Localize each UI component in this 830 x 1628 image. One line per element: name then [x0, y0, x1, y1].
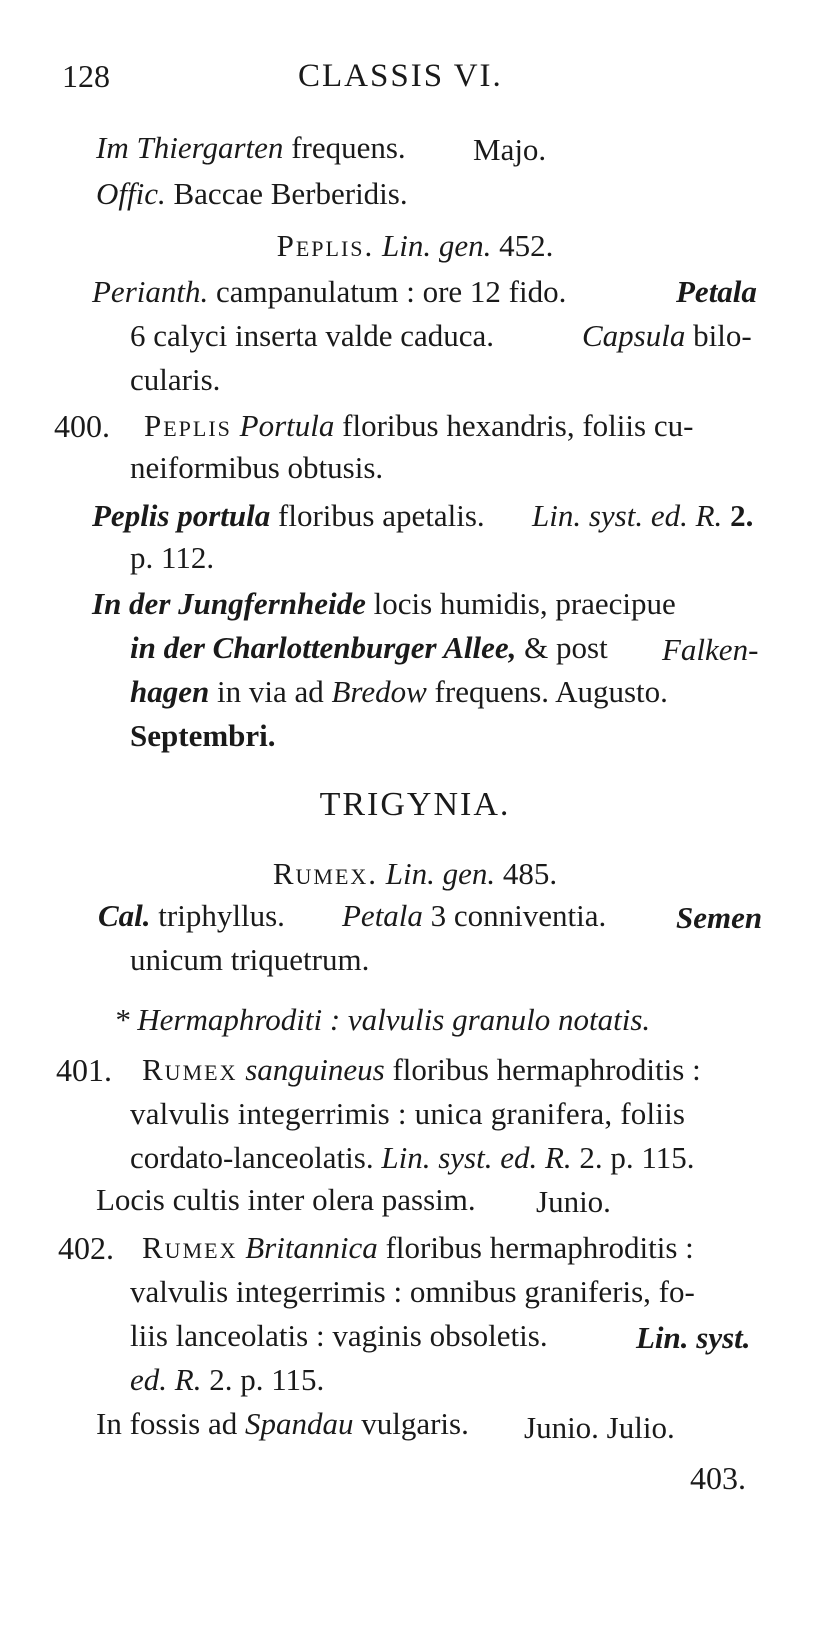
species-number: 402.	[58, 1230, 114, 1266]
text-line	[130, 1360, 324, 1400]
text-line	[96, 128, 406, 168]
text-run: floribus hermaphroditis :	[377, 1230, 694, 1265]
running-title: CLASSIS VI.	[298, 58, 503, 94]
text-run: In fossis ad	[96, 1406, 238, 1441]
species-number: 401.	[56, 1052, 112, 1088]
text-line	[92, 496, 485, 536]
text-line: liis lanceolatis : vaginis obsoletis.	[130, 1318, 548, 1353]
text-run: bilo-	[685, 318, 752, 353]
species-name: sanguineus	[245, 1052, 385, 1087]
text-run: floribus hermaphroditis :	[384, 1052, 701, 1087]
genus-heading	[0, 226, 830, 266]
genus-name: Rumex.	[272, 856, 379, 891]
text-line	[582, 316, 752, 356]
species-name: Britannica	[245, 1230, 378, 1265]
text-line	[130, 672, 668, 712]
text-run: triphyllus.	[150, 898, 285, 933]
species-number: 400.	[54, 408, 110, 444]
text-line: 6 calyci inserta valde caduca.	[130, 318, 495, 353]
text-run: & post	[516, 630, 608, 665]
text-run: floribus hexandris, foliis cu-	[334, 408, 694, 443]
text-run: Baccae Berberidis.	[165, 176, 408, 211]
text-run: vulgaris.	[353, 1406, 469, 1441]
month-label: Junio. Julio.	[524, 1410, 675, 1445]
text-line: cularis.	[130, 362, 221, 397]
place-name: Spandau	[244, 1406, 354, 1441]
term: Semen	[676, 900, 763, 935]
text-line	[98, 896, 285, 936]
text-run: 2. p. 115.	[571, 1140, 695, 1175]
citation: ed. R.	[130, 1362, 202, 1397]
term: Perianth.	[92, 274, 209, 309]
text-line	[92, 584, 676, 624]
abbrev: Offic.	[96, 176, 166, 211]
genus-heading	[0, 854, 830, 894]
text-line	[92, 272, 566, 312]
place-name: in der Charlottenburger Allee,	[130, 630, 517, 665]
text-line: Locis cultis inter olera passim.	[96, 1182, 476, 1217]
place-name: Bredow	[331, 674, 427, 709]
citation: Lin. syst. ed. R. 2.	[532, 498, 754, 533]
text-run: locis humidis, praecipue	[365, 586, 676, 621]
text-run: 3 conniventia.	[422, 898, 607, 933]
text-run: frequens.	[283, 130, 406, 165]
place-name: Im Thiergarten	[96, 130, 284, 165]
month-label: Junio.	[536, 1184, 611, 1219]
text-line	[142, 1050, 701, 1090]
text-line: Septembri.	[130, 718, 276, 753]
text-line: unicum triquetrum.	[130, 942, 370, 977]
text-run: campanulatum : ore 12 fido.	[208, 274, 567, 309]
term: Capsula	[582, 318, 686, 353]
reference-number: 485.	[502, 856, 558, 891]
text-line	[96, 1404, 469, 1444]
text-line: p. 112.	[130, 540, 215, 575]
species-name: Portula	[239, 408, 335, 443]
genus-name: Rumex	[142, 1230, 238, 1265]
term: Petala	[676, 274, 757, 309]
text-line	[130, 628, 608, 668]
text-line	[144, 406, 693, 446]
text-line	[142, 1228, 694, 1268]
subsection-note: * Hermaphroditi : valvulis granulo notatis.	[114, 1002, 651, 1037]
citation: Lin. syst.	[636, 1320, 751, 1355]
text-line: valvulis integerrimis : unica granifera, foliis	[130, 1096, 686, 1131]
place-name: In der Jungfernheide	[92, 586, 366, 621]
term: Cal.	[98, 898, 151, 933]
month-label: Majo.	[473, 132, 547, 167]
catchword: 403.	[690, 1460, 746, 1496]
reference: Lin. gen.	[385, 856, 496, 891]
citation: Lin. syst. ed. R.	[381, 1140, 572, 1175]
page-number: 128	[62, 58, 110, 94]
place-name: hagen	[130, 674, 210, 709]
text-line	[342, 896, 606, 936]
synonym: Peplis portula	[92, 498, 271, 533]
term: Petala	[342, 898, 423, 933]
place-name: Falken-	[662, 632, 759, 667]
genus-name: Rumex	[142, 1052, 238, 1087]
text-run: 2. p. 115.	[201, 1362, 325, 1397]
text-run: in via ad	[209, 674, 324, 709]
reference: Lin. gen.	[382, 228, 492, 263]
text-run: floribus apetalis.	[270, 498, 485, 533]
text-line: neiformibus obtusis.	[130, 450, 384, 485]
text-run: cordato-lanceolatis.	[130, 1140, 374, 1175]
genus-name: Peplis.	[276, 228, 375, 263]
text-line	[130, 1138, 695, 1178]
text-run: frequens. Augusto.	[426, 674, 668, 709]
genus-name: Peplis	[144, 408, 232, 443]
section-heading: TRIGYNIA.	[319, 786, 511, 823]
text-line: valvulis integerrimis : omnibus graniferis, fo-	[130, 1274, 695, 1309]
reference-number: 452.	[499, 228, 554, 263]
text-line	[96, 174, 408, 214]
